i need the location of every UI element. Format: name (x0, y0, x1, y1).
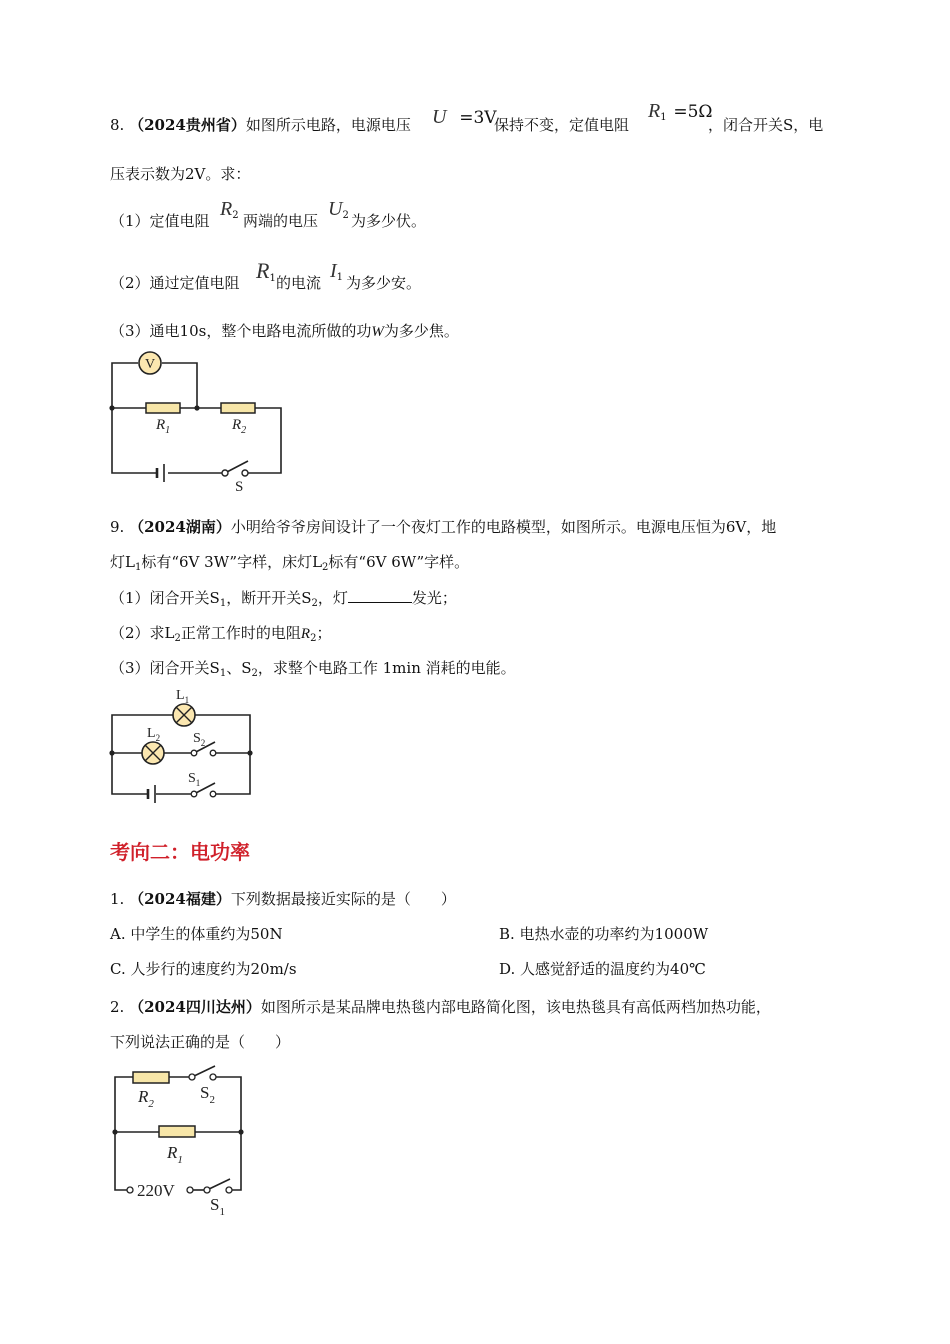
label-l1: $L_1$ (176, 688, 190, 705)
q8-p2-i: I (330, 260, 337, 282)
mc1-option-c[interactable]: C. 人步行的速度约为20m/s (110, 960, 297, 978)
q9-p1-b-sub: 2 (311, 598, 318, 609)
q8-r1-var: R (648, 100, 661, 122)
q8-p2-i-sub: 1 (336, 272, 344, 283)
q9-source: （2024湖南） (129, 518, 231, 536)
q8-part2-i1 (330, 260, 343, 283)
q9-part1 (110, 587, 457, 609)
q8-part2-r1 (256, 258, 276, 284)
q8-part2 (110, 272, 240, 293)
q8-p1-c: 为多少伏。 (351, 212, 427, 230)
q8-p1-u: U (328, 198, 343, 220)
q8-part2-b (276, 272, 321, 293)
q8-p2-r: R (256, 258, 270, 283)
switch-contact (242, 470, 248, 476)
terminal-icon (127, 1187, 133, 1193)
q8-text-a: 如图所示电路，电源电压 (245, 116, 411, 134)
label-s1: $S_1$ (188, 771, 201, 788)
q8-text-c: ，闭合开关S，电 (708, 116, 824, 134)
q8-line1 (110, 114, 411, 135)
label-switch: S (235, 479, 244, 495)
q8-part1-b (243, 210, 318, 231)
q8-r1-value: =5Ω (673, 102, 713, 122)
q9-p3-b: 、S (226, 659, 252, 677)
q8-p2-r-sub: 1 (269, 273, 276, 284)
mc2-circuit-figure (100, 1062, 260, 1222)
q8-part2-c (346, 272, 421, 293)
q9-p3-a: （3）闭合开关S (110, 659, 220, 677)
q8-u-value: =3V (459, 108, 497, 128)
switch-contact (204, 1187, 210, 1193)
q9-line1 (110, 516, 776, 537)
switch-contact (210, 750, 216, 756)
q8-line2: 压表示数为2V。求： (110, 165, 251, 183)
mc2-stem-line2: 下列说法正确的是（ ） (110, 1033, 291, 1051)
q8-part1 (110, 210, 210, 231)
q8-part1-c (351, 210, 426, 231)
terminal-icon (187, 1187, 193, 1193)
label-r2: $R_2$ (138, 1087, 154, 1110)
q9-p2-a-sub: 2 (174, 633, 181, 644)
q9-l2-c: 标有“6V 6W”字样。 (328, 553, 470, 571)
q8-u-var: U (432, 106, 447, 128)
q9-l2-b-sub: 2 (322, 562, 329, 573)
answer-blank[interactable] (348, 590, 412, 603)
q8-p1-r-sub: 2 (232, 210, 239, 221)
q8-source: （2024贵州省） (129, 116, 246, 134)
mc2-number: 2. (110, 998, 125, 1016)
q8-p2-a: （2）通过定值电阻 (110, 274, 240, 292)
q9-p3-c: ，求整个电路工作 1min 消耗的电能。 (257, 659, 516, 677)
mc2-stem-text-a: 如图所示是某品牌电热毯内部电路简化图，该电热毯具有高低两档加热功能， (260, 998, 771, 1016)
label-r1: $R_1$ (156, 417, 171, 436)
q9-p2-r: R (300, 626, 311, 642)
junction-dot (112, 1129, 117, 1134)
q9-p3-a-sub: 1 (219, 668, 227, 679)
mc1-number: 1. (110, 890, 125, 908)
q9-p2-a: （2）求L (110, 624, 175, 642)
label-r1: $R_1$ (167, 1143, 183, 1166)
q8-p1-r: R (220, 198, 233, 220)
mc1-option-d[interactable]: D. 人感觉舒适的温度约为40℃ (499, 960, 706, 978)
q9-p1-a: （1）闭合开关S (110, 589, 220, 607)
q8-p1-u-sub: 2 (342, 210, 349, 221)
switch-contact (210, 791, 216, 797)
label-l2: $L_2$ (147, 726, 161, 743)
q9-line2 (110, 551, 469, 573)
switch-contact (222, 470, 228, 476)
resistor-r2 (133, 1072, 169, 1083)
junction-dot (109, 405, 114, 410)
q8-p1-b: 两端的电压 (243, 212, 319, 230)
switch-contact (210, 1074, 216, 1080)
q8-r1-sub: 1 (660, 112, 667, 123)
q8-part1-r2 (220, 198, 239, 221)
label-s1: $S_1$ (210, 1195, 225, 1218)
q9-part3 (110, 657, 516, 679)
q9-p1-b: ，断开开关S (226, 589, 312, 607)
voltmeter-label: V (144, 357, 156, 372)
mc1-stem-text: 下列数据最接近实际的是（ ） (230, 890, 456, 908)
q8-part1-u2 (328, 198, 349, 221)
section-title: 考向二：电功率 (110, 840, 250, 864)
switch-contact (191, 750, 197, 756)
q8-line1-c (708, 114, 823, 135)
switch-contact (226, 1187, 232, 1193)
mc1-source: （2024福建） (129, 890, 231, 908)
q9-l2-b: 标有“6V 3W”字样，床灯L (141, 553, 323, 571)
junction-dot (238, 1129, 243, 1134)
mc1-option-a[interactable]: A. 中学生的体重约为50N (110, 925, 283, 943)
junction-dot (109, 750, 114, 755)
label-s2: $S_2$ (193, 731, 206, 748)
q8-p3-a: （3）通电10s，整个电路电流所做的功 (110, 322, 372, 340)
q8-line1-b (494, 114, 629, 135)
switch-contact (191, 791, 197, 797)
resistor-r1 (159, 1126, 195, 1137)
q9-p2-b: 正常工作时的电阻 (180, 624, 301, 642)
q8-u-formula (432, 106, 497, 129)
q8-p3-w: W (371, 324, 384, 340)
q9-p1-a-sub: 1 (219, 598, 227, 609)
q9-p2-r-sub: 2 (310, 633, 317, 644)
q8-number: 8. (110, 116, 125, 134)
label-r2: $R_2$ (232, 417, 247, 436)
q9-p1-c: ，灯 (317, 589, 348, 607)
q9-part2 (110, 622, 331, 644)
q8-p3-b: 为多少焦。 (383, 322, 459, 340)
q9-l2-a-sub: 1 (134, 562, 142, 573)
q8-r1-formula (648, 100, 713, 123)
q8-circuit-figure (100, 345, 300, 495)
q9-circuit-figure (100, 683, 270, 813)
resistor-r1 (146, 403, 180, 413)
q9-p1-d: 发光； (411, 589, 457, 607)
junction-dot (194, 405, 199, 410)
q8-p1-a: （1）定值电阻 (110, 212, 210, 230)
q8-part3 (110, 320, 459, 341)
mc2-stem-line1 (110, 996, 771, 1017)
q9-text-a: 小明给爷爷房间设计了一个夜灯工作的电路模型，如图所示。电源电压恒为6V，地 (230, 518, 777, 536)
label-voltage: 220V (137, 1181, 175, 1200)
q9-l2-a: 灯L (110, 553, 135, 571)
q9-number: 9. (110, 518, 125, 536)
q9-p3-b-sub: 2 (251, 668, 258, 679)
mc1-option-b[interactable]: B. 电热水壶的功率约为1000W (499, 925, 709, 943)
switch-contact (189, 1074, 195, 1080)
mc1-stem (110, 888, 456, 909)
q8-text-b: 保持不变，定值电阻 (494, 116, 630, 134)
q8-p2-b: 的电流 (276, 274, 322, 292)
junction-dot (247, 750, 252, 755)
mc2-source: （2024四川达州） (129, 998, 261, 1016)
resistor-r2 (221, 403, 255, 413)
q8-p2-c: 为多少安。 (346, 274, 422, 292)
q9-p2-c: ； (316, 624, 332, 642)
label-s2: $S_2$ (200, 1083, 215, 1106)
